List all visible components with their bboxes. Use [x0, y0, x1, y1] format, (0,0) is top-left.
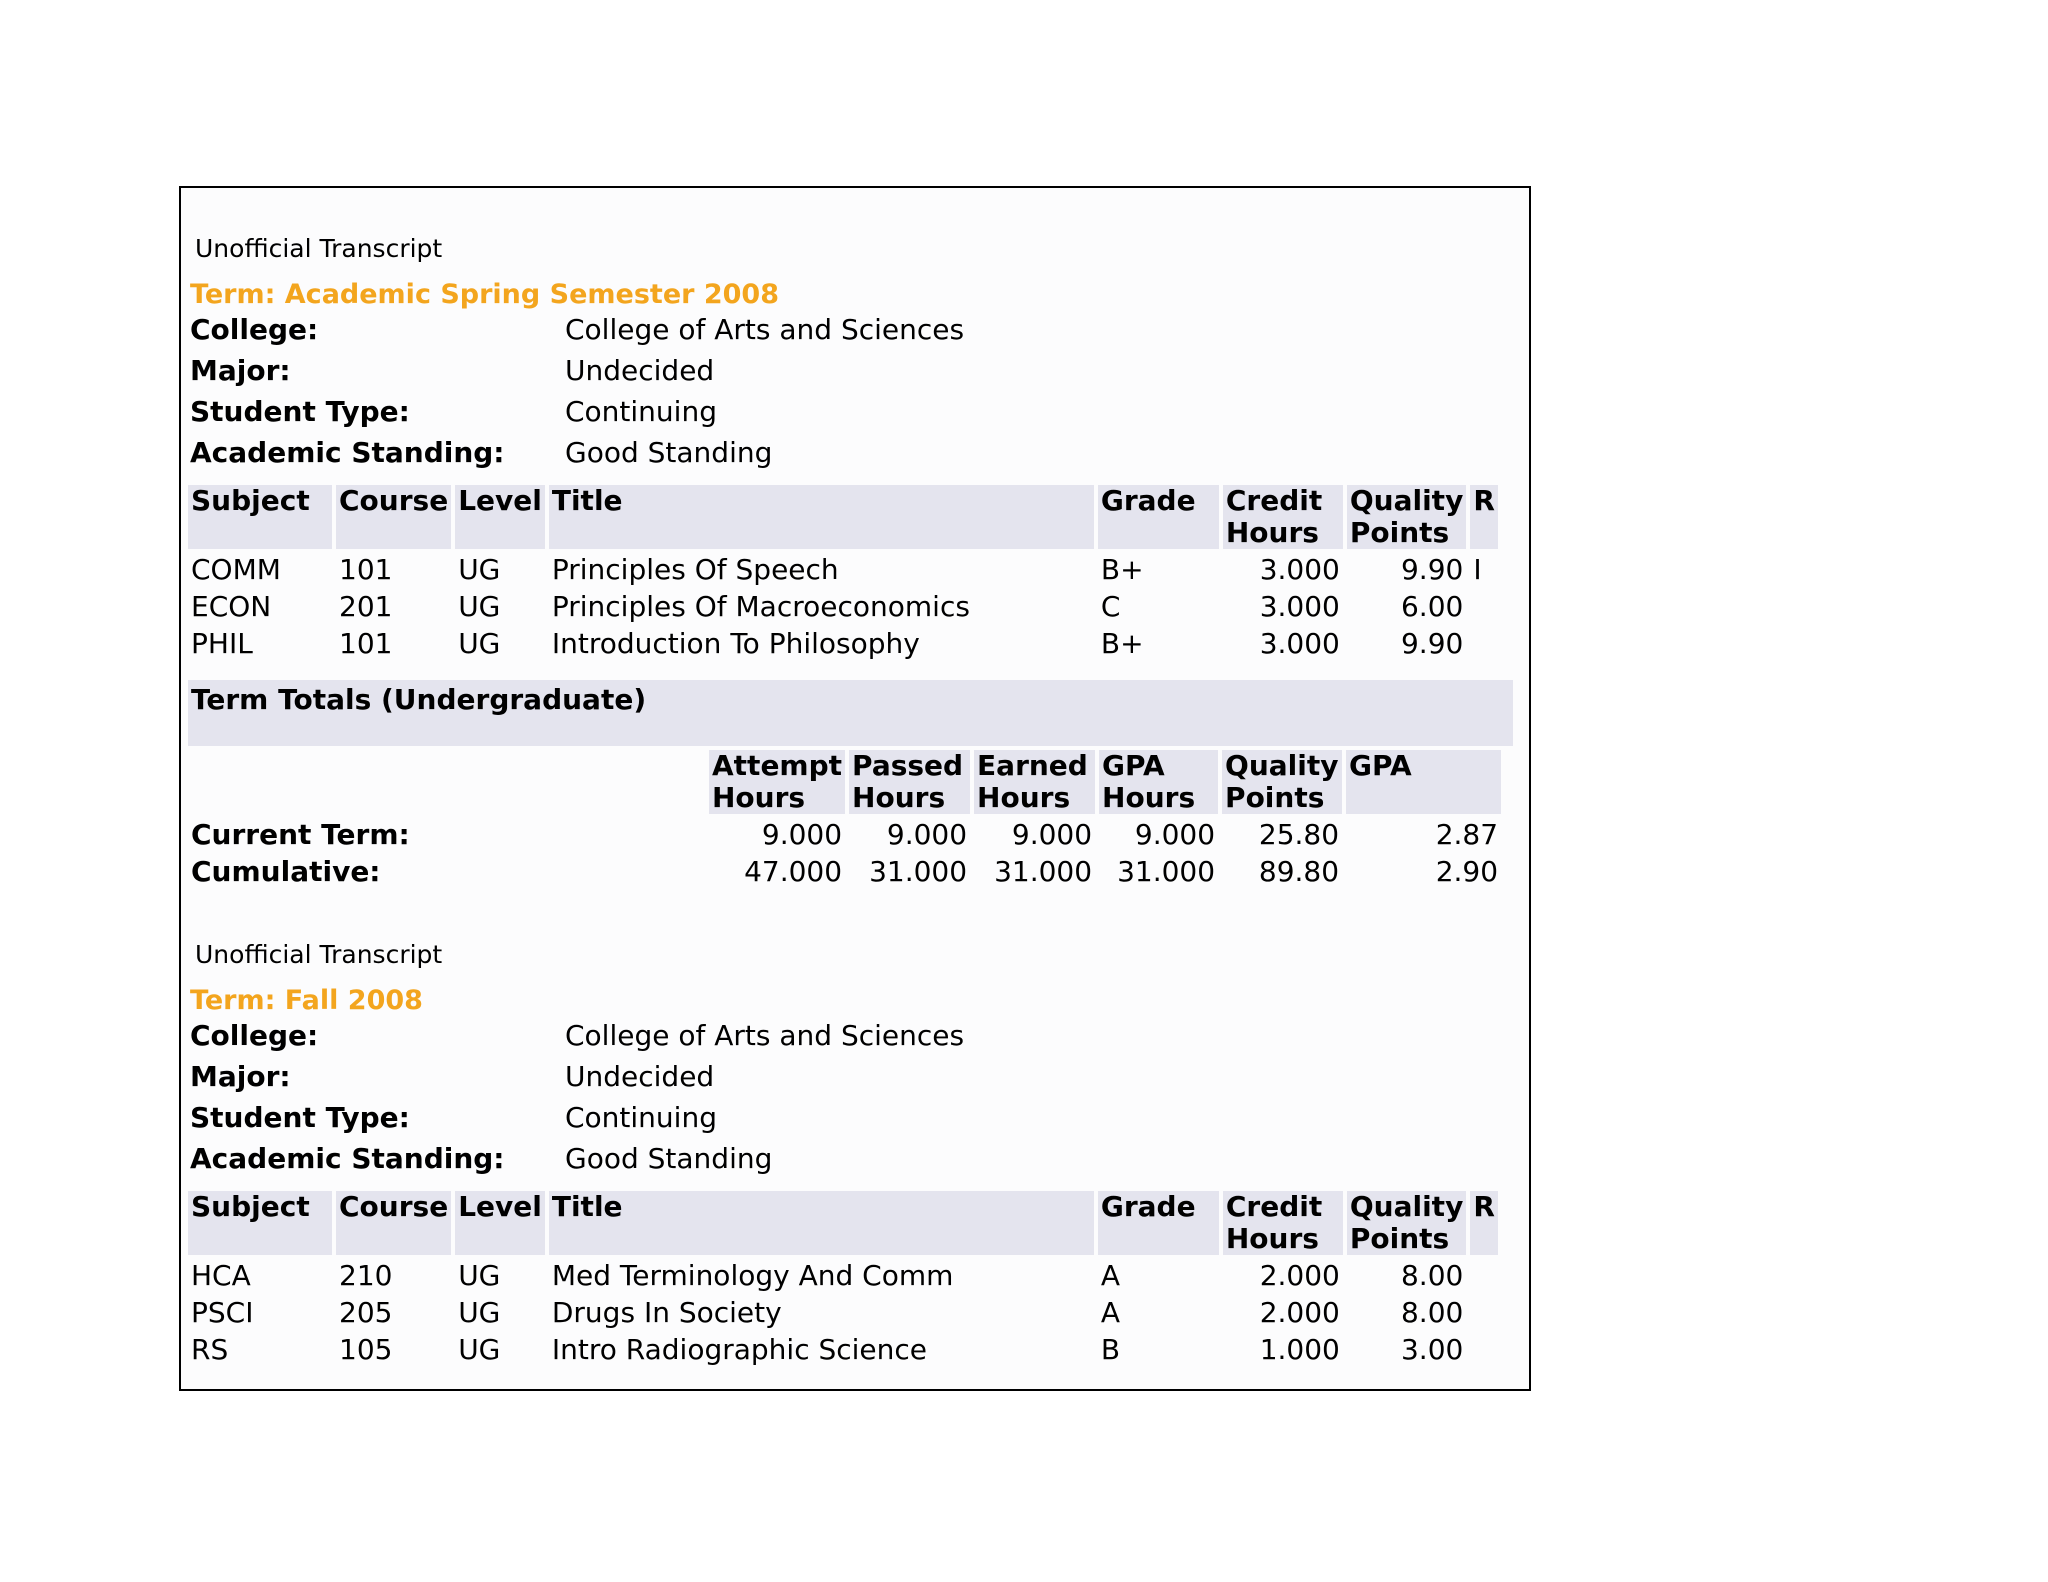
student-info-row — [184, 350, 1509, 391]
student-info-row — [184, 432, 1509, 473]
totals-label: Current Term: — [191, 818, 410, 851]
totals-row — [188, 818, 1501, 851]
info-label: Student Type: — [190, 395, 410, 428]
cell-grade: B+ — [1100, 627, 1144, 660]
column-header: Credit Hours — [1223, 1191, 1343, 1255]
totals-value: 31.000 — [994, 855, 1093, 888]
column-header: Quality Points — [1347, 485, 1466, 549]
info-label: Major: — [190, 354, 291, 387]
totals-value: 2.87 — [1435, 818, 1499, 851]
cell-r — [1470, 1333, 1498, 1366]
column-header: R — [1470, 485, 1498, 549]
cell-quality-points: 8.00 — [1400, 1259, 1464, 1292]
totals-value: 9.000 — [761, 818, 843, 851]
column-header: Attempt Hours — [709, 750, 845, 814]
cell-r — [1470, 590, 1498, 623]
cell-level: UG — [458, 1259, 501, 1292]
cell-grade: A — [1100, 1259, 1121, 1292]
totals-value: 89.80 — [1258, 855, 1340, 888]
cell-quality-points: 9.90 — [1400, 627, 1464, 660]
cell-level: UG — [458, 627, 501, 660]
totals-value: 9.000 — [1134, 818, 1216, 851]
info-value: College of Arts and Sciences — [565, 1019, 965, 1052]
cell-quality-points: 6.00 — [1400, 590, 1464, 623]
cell-grade: B — [1100, 1333, 1121, 1366]
cell-r — [1470, 1296, 1498, 1329]
column-header: Quality Points — [1347, 1191, 1466, 1255]
column-header: Level — [455, 485, 545, 549]
table-row — [188, 1333, 1498, 1366]
table-row — [188, 590, 1498, 623]
course-table — [184, 481, 1502, 664]
cell-quality-points: 8.00 — [1400, 1296, 1464, 1329]
course-header-row — [188, 1191, 1498, 1255]
student-info-row — [184, 1015, 1509, 1056]
info-label: College: — [190, 1019, 319, 1052]
column-header: Credit Hours — [1223, 485, 1343, 549]
cell-level: UG — [458, 1296, 501, 1329]
column-header: Title — [549, 485, 1094, 549]
cell-course: 205 — [339, 1296, 393, 1329]
cell-subject: ECON — [191, 590, 272, 623]
cell-credit-hours: 1.000 — [1259, 1333, 1340, 1366]
cell-grade: B+ — [1100, 553, 1144, 586]
info-value: Continuing — [565, 1101, 717, 1134]
term-title: Term: Academic Spring Semester 2008 — [190, 279, 779, 310]
column-header: Subject — [188, 1191, 332, 1255]
cell-subject: RS — [191, 1333, 229, 1366]
cell-subject: COMM — [191, 553, 281, 586]
cell-course: 105 — [339, 1333, 393, 1366]
totals-row — [188, 855, 1501, 888]
student-info-row — [184, 391, 1509, 432]
cell-r: I — [1473, 553, 1482, 586]
column-header: Course — [336, 485, 451, 549]
cell-quality-points: 3.00 — [1400, 1333, 1464, 1366]
column-header: Title — [549, 1191, 1094, 1255]
info-value: Undecided — [565, 354, 715, 387]
student-info-row — [184, 1056, 1509, 1097]
course-header-row — [188, 485, 1498, 549]
cell-credit-hours: 3.000 — [1259, 590, 1340, 623]
cell-credit-hours: 3.000 — [1259, 627, 1340, 660]
totals-value: 47.000 — [744, 855, 843, 888]
section-heading: Unofficial Transcript — [195, 940, 443, 969]
info-label: Student Type: — [190, 1101, 410, 1134]
cell-credit-hours: 2.000 — [1259, 1296, 1340, 1329]
cell-quality-points: 9.90 — [1400, 553, 1464, 586]
table-row — [188, 1259, 1498, 1292]
table-row — [188, 627, 1498, 660]
column-header: Passed Hours — [849, 750, 970, 814]
student-info-row — [184, 309, 1509, 350]
column-header: GPA — [1346, 750, 1501, 814]
cell-r — [1470, 627, 1498, 660]
totals-value: 31.000 — [869, 855, 968, 888]
cell-level: UG — [458, 590, 501, 623]
cell-course: 201 — [339, 590, 393, 623]
cell-title: Drugs In Society — [551, 1296, 782, 1329]
cell-title: Med Terminology And Comm — [551, 1259, 954, 1292]
cell-r — [1470, 1259, 1498, 1292]
info-value: Continuing — [565, 395, 717, 428]
totals-value: 9.000 — [1011, 818, 1093, 851]
cell-subject: HCA — [191, 1259, 251, 1292]
term-totals-title: Term Totals (Undergraduate) — [188, 680, 1513, 746]
cell-title: Principles Of Speech — [551, 553, 839, 586]
info-label: Academic Standing: — [190, 1142, 505, 1175]
info-value: Good Standing — [565, 436, 773, 469]
table-row — [188, 553, 1498, 586]
table-row — [188, 1296, 1498, 1329]
totals-value: 31.000 — [1117, 855, 1216, 888]
term-title: Term: Fall 2008 — [190, 985, 423, 1016]
column-header: Quality Points — [1222, 750, 1342, 814]
student-info-row — [184, 1138, 1509, 1179]
info-value: College of Arts and Sciences — [565, 313, 965, 346]
term-totals-table — [184, 746, 1505, 892]
section-heading: Unofficial Transcript — [195, 234, 443, 263]
column-header: Course — [336, 1191, 451, 1255]
column-header: Subject — [188, 485, 332, 549]
info-value: Undecided — [565, 1060, 715, 1093]
column-header: R — [1470, 1191, 1498, 1255]
totals-header-row — [188, 750, 1501, 814]
cell-course: 101 — [339, 627, 393, 660]
cell-title: Principles Of Macroeconomics — [551, 590, 970, 623]
cell-subject: PHIL — [191, 627, 253, 660]
cell-grade: A — [1100, 1296, 1121, 1329]
cell-course: 210 — [339, 1259, 393, 1292]
info-label: College: — [190, 313, 319, 346]
column-header: Level — [455, 1191, 545, 1255]
totals-value: 9.000 — [886, 818, 968, 851]
blank-header — [188, 750, 705, 814]
cell-level: UG — [458, 553, 501, 586]
info-value: Good Standing — [565, 1142, 773, 1175]
course-table — [184, 1187, 1502, 1370]
totals-value: 2.90 — [1435, 855, 1499, 888]
column-header: GPA Hours — [1099, 750, 1218, 814]
cell-course: 101 — [339, 553, 393, 586]
totals-label: Cumulative: — [191, 855, 381, 888]
student-info-row — [184, 1097, 1509, 1138]
column-header: Grade — [1098, 485, 1219, 549]
cell-level: UG — [458, 1333, 501, 1366]
column-header: Earned Hours — [974, 750, 1095, 814]
info-label: Academic Standing: — [190, 436, 505, 469]
cell-subject: PSCI — [191, 1296, 254, 1329]
cell-grade: C — [1100, 590, 1121, 623]
cell-title: Introduction To Philosophy — [551, 627, 920, 660]
cell-credit-hours: 2.000 — [1259, 1259, 1340, 1292]
totals-value: 25.80 — [1258, 818, 1340, 851]
info-label: Major: — [190, 1060, 291, 1093]
cell-title: Intro Radiographic Science — [551, 1333, 928, 1366]
cell-credit-hours: 3.000 — [1259, 553, 1340, 586]
column-header: Grade — [1098, 1191, 1219, 1255]
transcript-frame — [179, 186, 1531, 1391]
